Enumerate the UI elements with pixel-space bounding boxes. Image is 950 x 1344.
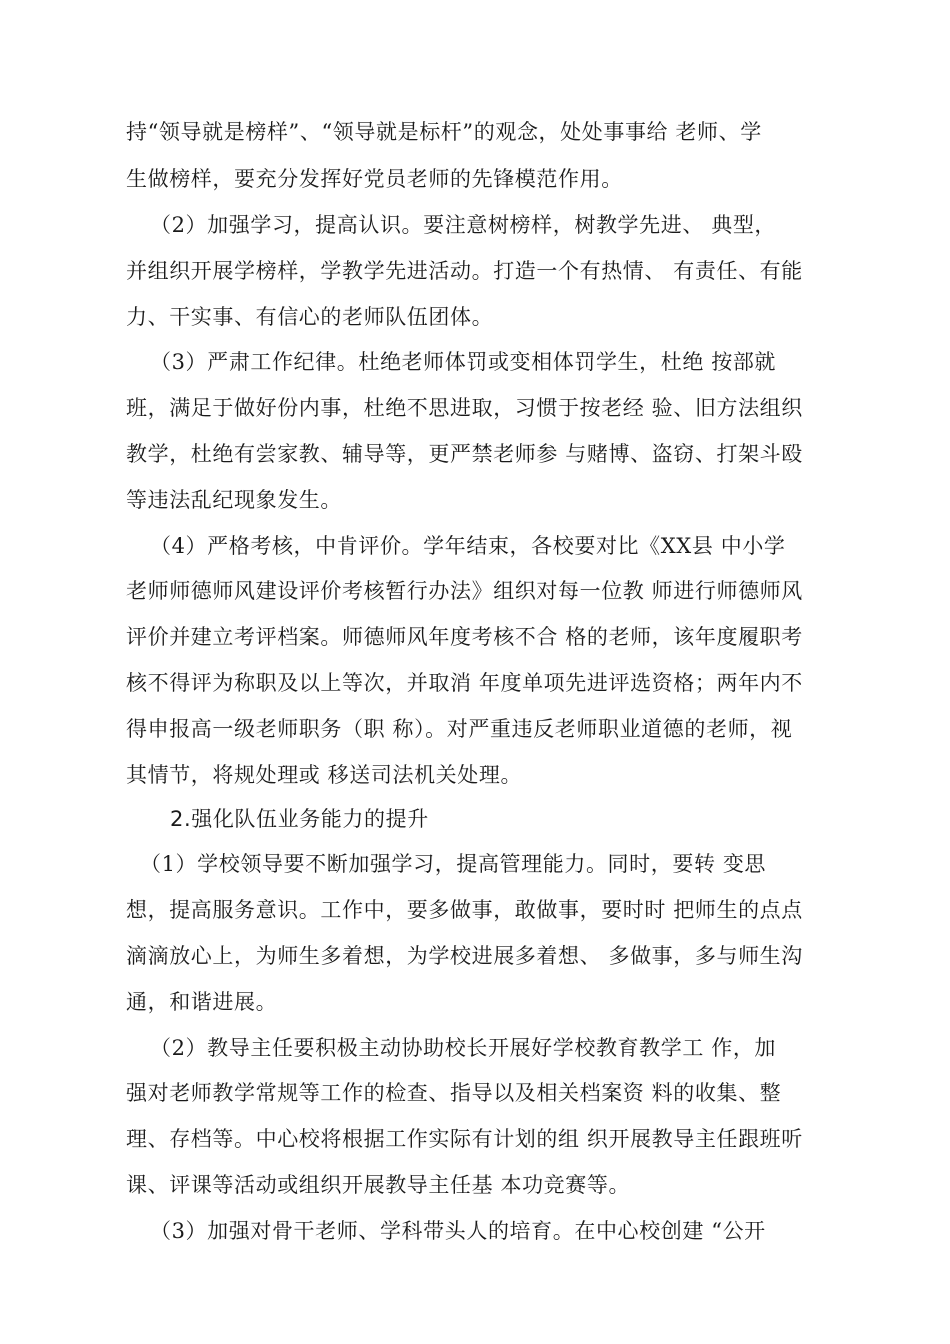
- text-line: 持“领导就是榜样”、“领导就是标杆”的观念，处处事事给 老师、学: [126, 120, 762, 144]
- text-line: 得申报高一级老师职务（职 称）。对严重违反老师职业道德的老师，视: [126, 717, 793, 741]
- text-line: 班，满足于做好份内事，杜绝不思进取，习惯于按老经 验、旧方法组织: [126, 396, 803, 420]
- text-line: （2）教导主任要积极主动协助校长开展好学校教育教学工 作，加: [150, 1036, 777, 1060]
- text-line: 生做榜样，要充分发挥好党员老师的先锋模范作用。: [126, 167, 623, 191]
- section-heading: 2.强化队伍业务能力的提升: [170, 807, 429, 831]
- text-line: 评价并建立考评档案。师德师风年度考核不合 格的老师，该年度履职考: [126, 625, 803, 649]
- text-line: （3）加强对骨干老师、学科带头人的培育。在中心校创建 “公开: [150, 1219, 766, 1243]
- text-line: （4）严格考核，中肯评价。学年结束，各校要对比《XX县 中小学: [150, 534, 786, 558]
- text-line: 通，和谐进展。: [126, 990, 278, 1014]
- text-line: 教学，杜绝有尝家教、辅导等，更严禁老师参 与赌博、盗窃、打架斗殴: [126, 442, 803, 466]
- text-line: 其情节，将规处理或 移送司法机关处理。: [126, 763, 523, 787]
- text-line: 课、评课等活动或组织开展教导主任基 本功竞赛等。: [126, 1173, 631, 1197]
- text-line: 等违法乱纪现象发生。: [126, 488, 342, 512]
- text-line: （3）严肃工作纪律。杜绝老师体罚或变相体罚学生，杜绝 按部就: [150, 350, 777, 374]
- text-line: 并组织开展学榜样，学教学先进活动。打造一个有热情、 有责任、有能: [126, 259, 803, 283]
- text-line: 理、存档等。中心校将根据工作实际有计划的组 织开展教导主任跟班听: [126, 1127, 803, 1151]
- text-line: 核不得评为称职及以上等次，并取消 年度单项先进评选资格；两年内不: [126, 671, 803, 695]
- text-line: 力、干实事、有信心的老师队伍团体。: [126, 305, 494, 329]
- text-line: （1）学校领导要不断加强学习，提高管理能力。同时，要转 变思: [140, 852, 767, 876]
- text-line: 强对老师教学常规等工作的检查、指导以及相关档案资 料的收集、整: [126, 1081, 782, 1105]
- text-line: （2）加强学习，提高认识。要注意树榜样，树教学先进、 典型，: [150, 213, 777, 237]
- text-line: 老师师德师风建设评价考核暂行办法》组织对每一位教 师进行师德师风: [126, 579, 803, 603]
- text-line: 滴滴放心上，为师生多着想，为学校进展多着想、 多做事，多与师生沟: [126, 944, 803, 968]
- text-line: 想，提高服务意识。工作中，要多做事，敢做事，要时时 把师生的点点: [126, 898, 803, 922]
